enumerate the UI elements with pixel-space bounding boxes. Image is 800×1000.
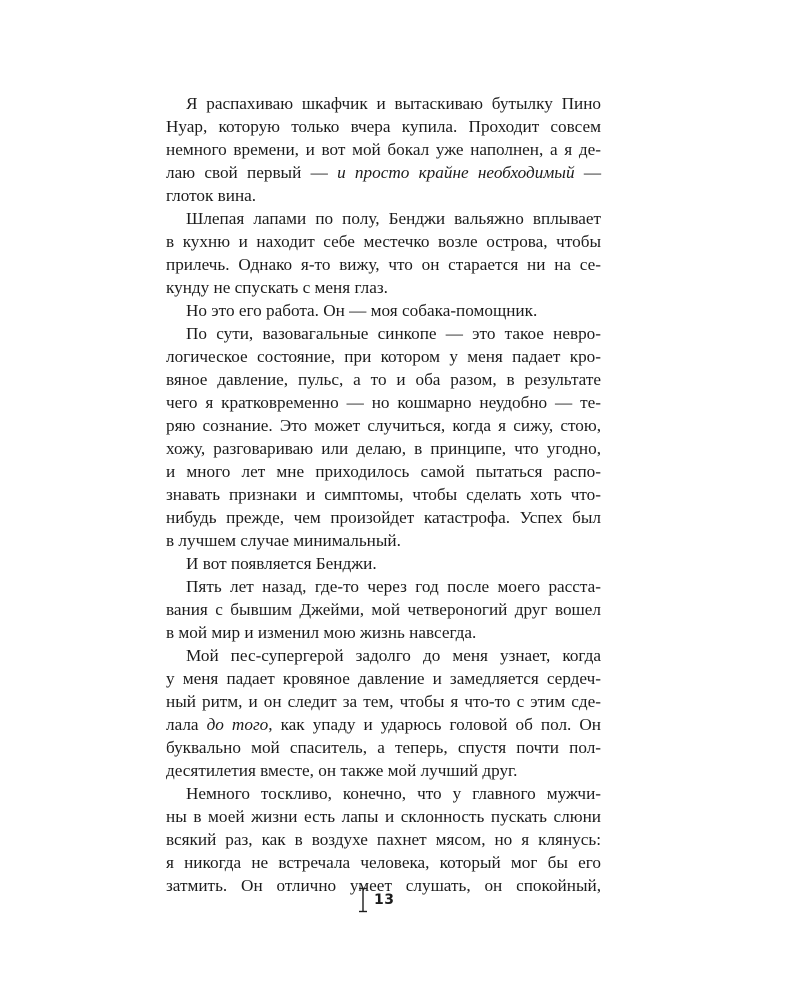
text-line: [166, 115, 601, 138]
text-run: По сути, вазовагальные синкопе — это такое невро-: [186, 324, 601, 343]
text-line: [166, 138, 601, 161]
text-run: , как упаду и ударюсь головой об пол. Он: [268, 715, 602, 734]
text-line: [166, 851, 601, 874]
text-run: глоток вина.: [166, 186, 257, 205]
text-run: и много лет мне приходилось самой пытаться распо-: [166, 462, 601, 481]
text-line: [166, 184, 601, 207]
text-line: [166, 782, 601, 805]
text-run: Пять лет назад, где-то через год после моего расста-: [186, 577, 601, 596]
text-line: [166, 299, 601, 322]
body-text: [166, 92, 601, 897]
text-run: ряю сознание. Это может случиться, когда я сижу, стою,: [166, 416, 601, 435]
text-line: [166, 529, 601, 552]
text-line: [166, 690, 601, 713]
text-line: [166, 460, 601, 483]
text-line: [166, 575, 601, 598]
paragraph: [166, 207, 601, 299]
text-line: [166, 161, 601, 184]
text-run: Мой пес-супергерой задолго до меня узнает, когда: [186, 646, 601, 665]
text-line: [166, 598, 601, 621]
page-bracket-icon: [358, 887, 368, 913]
text-line: [166, 828, 601, 851]
paragraph: [166, 552, 601, 575]
text-run: Шлепая лапами по полу, Бенджи вальяжно вплывает: [186, 209, 601, 228]
text-line: [166, 276, 601, 299]
text-line: [166, 805, 601, 828]
page-footer: [358, 887, 394, 913]
text-line: [166, 621, 601, 644]
text-run: И вот появляется Бенджи.: [186, 554, 377, 573]
text-line: [166, 230, 601, 253]
paragraph: [166, 92, 601, 207]
text-run: —: [574, 163, 602, 182]
text-run: всякий раз, как в воздухе пахнет мясом, но я клянусь:: [166, 830, 601, 849]
text-run: в мой мир и изменил мою жизнь навсегда.: [166, 623, 477, 642]
text-run: в кухню и находит себе местечко возле острова, чтобы: [166, 232, 601, 251]
text-run: я никогда не встречала человека, который мог бы его: [166, 853, 601, 872]
text-run: Немного тоскливо, конечно, что у главного мужчи-: [186, 784, 601, 803]
paragraph: [166, 644, 601, 782]
text-line: [166, 437, 601, 460]
text-line: [166, 483, 601, 506]
text-run: знавать признаки и симптомы, чтобы сделать хоть что-: [166, 485, 601, 504]
text-line: [166, 759, 601, 782]
text-run: немного времени, и вот мой бокал уже наполнен, а я де-: [166, 140, 601, 159]
italic-text: до того: [206, 715, 269, 734]
text-run: прилечь. Однако я-то вижу, что он старается ни на се-: [166, 255, 601, 274]
text-line: [166, 644, 601, 667]
text-line: [166, 506, 601, 529]
text-run: вяное давление, пульс, а то и оба разом, в результате: [166, 370, 601, 389]
text-line: [166, 713, 601, 736]
text-line: [166, 345, 601, 368]
text-line: [166, 736, 601, 759]
text-run: вания с бывшим Джейми, мой четвероногий друг вошел: [166, 600, 601, 619]
text-run: ны в моей жизни есть лапы и склонность пускать слюни: [166, 807, 601, 826]
text-run: у меня падает кровяное давление и замедляется сердеч-: [166, 669, 601, 688]
text-run: лаю свой первый —: [166, 163, 338, 182]
text-run: в лучшем случае минимальный.: [166, 531, 401, 550]
paragraph: [166, 299, 601, 322]
text-line: [166, 92, 601, 115]
text-line: [166, 552, 601, 575]
text-run: лала: [166, 715, 207, 734]
text-run: нибудь прежде, чем произойдет катастрофа. Успех был: [166, 508, 601, 527]
text-run: чего я кратковременно — но кошмарно неудобно — те-: [166, 393, 601, 412]
text-run: кунду не спускать с меня глаз.: [166, 278, 388, 297]
text-line: [166, 253, 601, 276]
page-number: 13: [374, 892, 395, 908]
text-run: Нуар, которую только вчера купила. Проходит совсем: [166, 117, 601, 136]
text-run: десятилетия вместе, он также мой лучший друг.: [166, 761, 518, 780]
paragraph: [166, 575, 601, 644]
text-run: Но это его работа. Он — моя собака-помощник.: [186, 301, 538, 320]
text-line: [166, 414, 601, 437]
paragraph: [166, 322, 601, 552]
text-run: буквально мой спаситель, а теперь, спустя почти пол-: [166, 738, 601, 757]
italic-text: и просто крайне необходимый: [337, 163, 575, 182]
text-line: [166, 391, 601, 414]
text-line: [166, 667, 601, 690]
text-line: [166, 207, 601, 230]
text-run: логическое состояние, при котором у меня падает кро-: [166, 347, 601, 366]
text-line: [166, 322, 601, 345]
paragraph: [166, 782, 601, 897]
text-run: Я распахиваю шкафчик и вытаскиваю бутылку Пино: [186, 94, 601, 113]
text-line: [166, 368, 601, 391]
text-run: ный ритм, и он следит за тем, чтобы я что-то с этим сде-: [166, 692, 601, 711]
text-run: затмить. Он отлично умеет слушать, он спокойный,: [166, 876, 601, 895]
text-run: хожу, разговариваю или делаю, в принципе, что угодно,: [166, 439, 601, 458]
